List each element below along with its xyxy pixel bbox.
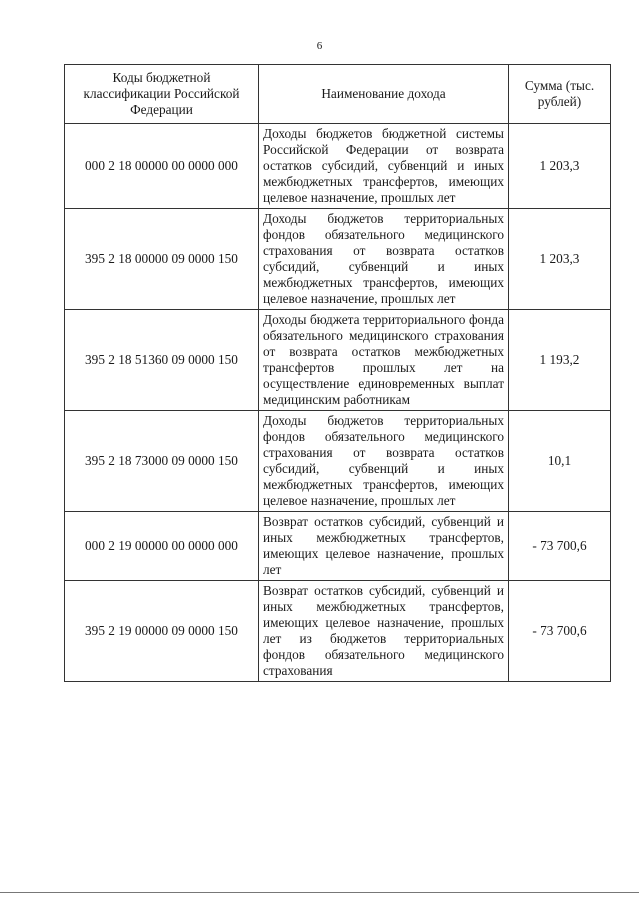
row-name: Доходы бюджетов бюджетной системы Российской Федерации от возврата остатков субсидий, субвенций и иных межбюджетных трансфертов, имеющих целевое назначение, прошлых лет [259, 124, 509, 209]
row-code: 395 2 18 73000 09 0000 150 [65, 411, 259, 512]
row-amount: 1 203,3 [509, 209, 611, 310]
row-name: Возврат остатков субсидий, субвенций и иных межбюджетных трансфертов, имеющих целевое назначение, прошлых лет [259, 512, 509, 581]
row-name: Доходы бюджетов территориальных фондов обязательного медицинского страхования от возврата остатков субсидий, субвенций и иных межбюджетных трансфертов, имеющих целевое назначение, прошлых лет [259, 209, 509, 310]
header-name: Наименование дохода [259, 65, 509, 124]
header-code: Коды бюджетной классификации Российской Федерации [65, 65, 259, 124]
table-row [65, 209, 611, 310]
table-header-row [65, 65, 611, 124]
row-amount: 1 203,3 [509, 124, 611, 209]
row-amount: - 73 700,6 [509, 512, 611, 581]
table-row [65, 512, 611, 581]
row-code: 395 2 18 51360 09 0000 150 [65, 310, 259, 411]
table-row [65, 310, 611, 411]
table-row [65, 581, 611, 682]
row-name: Доходы бюджетов территориальных фондов обязательного медицинского страхования от возврата остатков субсидий, субвенций и иных межбюджетных трансфертов, имеющих целевое назначение, прошлых лет [259, 411, 509, 512]
table-row [65, 411, 611, 512]
row-amount: - 73 700,6 [509, 581, 611, 682]
row-code: 395 2 18 00000 09 0000 150 [65, 209, 259, 310]
row-code: 000 2 19 00000 00 0000 000 [65, 512, 259, 581]
page-bottom-rule [0, 892, 639, 893]
row-code: 395 2 19 00000 09 0000 150 [65, 581, 259, 682]
page-number: 6 [316, 40, 323, 52]
row-name: Доходы бюджета территориального фонда обязательного медицинского страхования от возврата остатков межбюджетных трансфертов прошлых лет на осуществление единовременных выплат медицинским работникам [259, 310, 509, 411]
row-amount: 10,1 [509, 411, 611, 512]
row-amount: 1 193,2 [509, 310, 611, 411]
row-name: Возврат остатков субсидий, субвенций и иных межбюджетных трансфертов, имеющих целевое назначение, прошлых лет из бюджетов территориальных фондов обязательного медицинского страхования [259, 581, 509, 682]
table-row [65, 124, 611, 209]
row-code: 000 2 18 00000 00 0000 000 [65, 124, 259, 209]
budget-revenue-table [64, 64, 611, 682]
header-amount: Сумма (тыс. рублей) [509, 65, 611, 124]
